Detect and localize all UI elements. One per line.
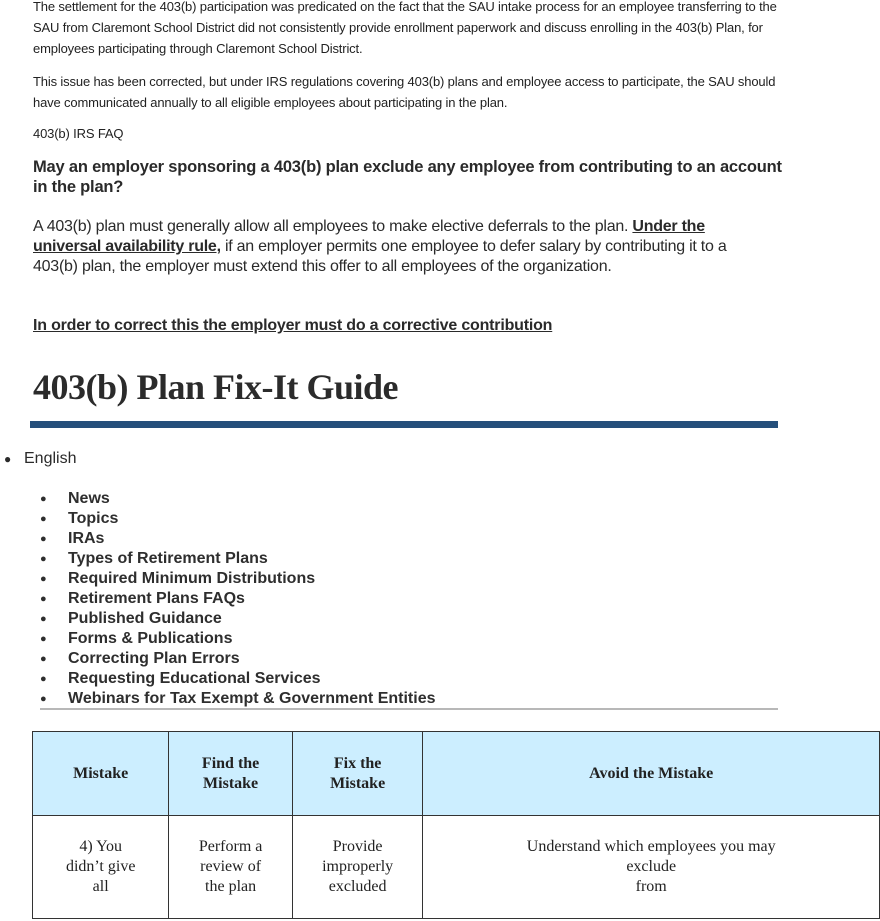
- bullet-icon: ●: [40, 693, 47, 705]
- bullet-icon: ●: [40, 513, 47, 525]
- fix-it-table: [32, 731, 880, 919]
- bullet-icon: ●: [40, 613, 47, 625]
- nav-item-label: Required Minimum Distributions: [68, 570, 316, 587]
- bullet-icon: ●: [40, 573, 47, 585]
- faq-answer: [33, 217, 773, 277]
- nav-item-label: Forms & Publications: [68, 630, 233, 647]
- nav-item-iras[interactable]: [40, 529, 436, 549]
- nav-item-published-guidance[interactable]: [40, 609, 436, 629]
- nav-item-requesting-educational-services[interactable]: [40, 669, 436, 689]
- cell-mistake: 4) You didn’t give all: [33, 816, 169, 919]
- nav-item-label: Webinars for Tax Exempt & Government Entities: [68, 690, 436, 707]
- nav-item-label: Correcting Plan Errors: [68, 650, 240, 667]
- cell-find: Perform a review of the plan: [169, 816, 292, 919]
- faq-label: 403(b) IRS FAQ: [33, 126, 124, 141]
- nav-item-label: IRAs: [68, 530, 105, 547]
- cell-avoid: Understand which employees you may exclude from: [423, 816, 880, 919]
- nav-item-topics[interactable]: [40, 509, 436, 529]
- nav-item-label: Published Guidance: [68, 610, 222, 627]
- title-rule: [30, 421, 778, 428]
- header-fix-the-mistake: Fix the Mistake: [292, 732, 423, 816]
- faq-answer-start: A 403(b) plan must generally allow all employees to make elective deferrals to the plan.: [33, 218, 633, 235]
- language-label: English: [24, 450, 77, 467]
- corrective-contribution-note: In order to correct this the employer must do a corrective contribution: [33, 317, 553, 334]
- bullet-icon: ●: [40, 653, 47, 665]
- bullet-icon: ●: [40, 633, 47, 645]
- nav-item-label: Types of Retirement Plans: [68, 550, 268, 567]
- faq-answer-end: if an employer permits one employee to defer salary by contributing it to a 403(b) plan, the employer must extend this offer to all employees of the organization.: [33, 238, 727, 275]
- memo-paragraph-1: The settlement for the 403(b) participation was predicated on the fact that the SAU intake process for an employee transferring to the SAU from Claremont School District did not consistently provide enrollment paperwork and discuss enrolling in the 403(b) Plan, for employees participating through Claremont School District.: [33, 0, 777, 56]
- nav-item-retirement-plans-faqs[interactable]: [40, 589, 436, 609]
- nav-divider: [40, 708, 778, 710]
- nav-item-label: Topics: [68, 510, 119, 527]
- faq-question: May an employer sponsoring a 403(b) plan exclude any employee from contributing to an account in the plan?: [33, 158, 782, 196]
- header-mistake: Mistake: [33, 732, 169, 816]
- bullet-icon: ●: [40, 593, 47, 605]
- bullet-icon: ●: [4, 452, 12, 466]
- table-row: [33, 816, 880, 919]
- header-avoid-the-mistake: Avoid the Mistake: [423, 732, 880, 816]
- header-find-the-mistake: Find the Mistake: [169, 732, 292, 816]
- language-selector[interactable]: [0, 450, 76, 468]
- page-title: 403(b) Plan Fix-It Guide: [33, 367, 399, 407]
- memo-paragraph-2: This issue has been corrected, but under IRS regulations covering 403(b) plans and employee access to participate, the SAU should have communicated annually to all eligible employees about participating in the plan.: [33, 74, 776, 110]
- universal-availability-link[interactable]: Under the universal availability rule,: [33, 218, 705, 255]
- nav-item-forms-publications[interactable]: [40, 629, 436, 649]
- nav-item-label: Retirement Plans FAQs: [68, 590, 245, 607]
- bullet-icon: ●: [40, 553, 47, 565]
- nav-item-correcting-plan-errors[interactable]: [40, 649, 436, 669]
- nav-item-types-of-retirement-plans[interactable]: [40, 549, 436, 569]
- nav-item-webinars[interactable]: [40, 689, 436, 709]
- nav-item-required-minimum-distributions[interactable]: [40, 569, 436, 589]
- nav-item-label: Requesting Educational Services: [68, 670, 321, 687]
- nav-item-news[interactable]: [40, 489, 436, 509]
- bullet-icon: ●: [40, 673, 47, 685]
- cell-fix: Provide improperly excluded: [292, 816, 423, 919]
- nav-menu: [40, 489, 436, 709]
- nav-item-label: News: [68, 490, 110, 507]
- bullet-icon: ●: [40, 493, 47, 505]
- bullet-icon: ●: [40, 533, 47, 545]
- table-header-row: [33, 732, 880, 816]
